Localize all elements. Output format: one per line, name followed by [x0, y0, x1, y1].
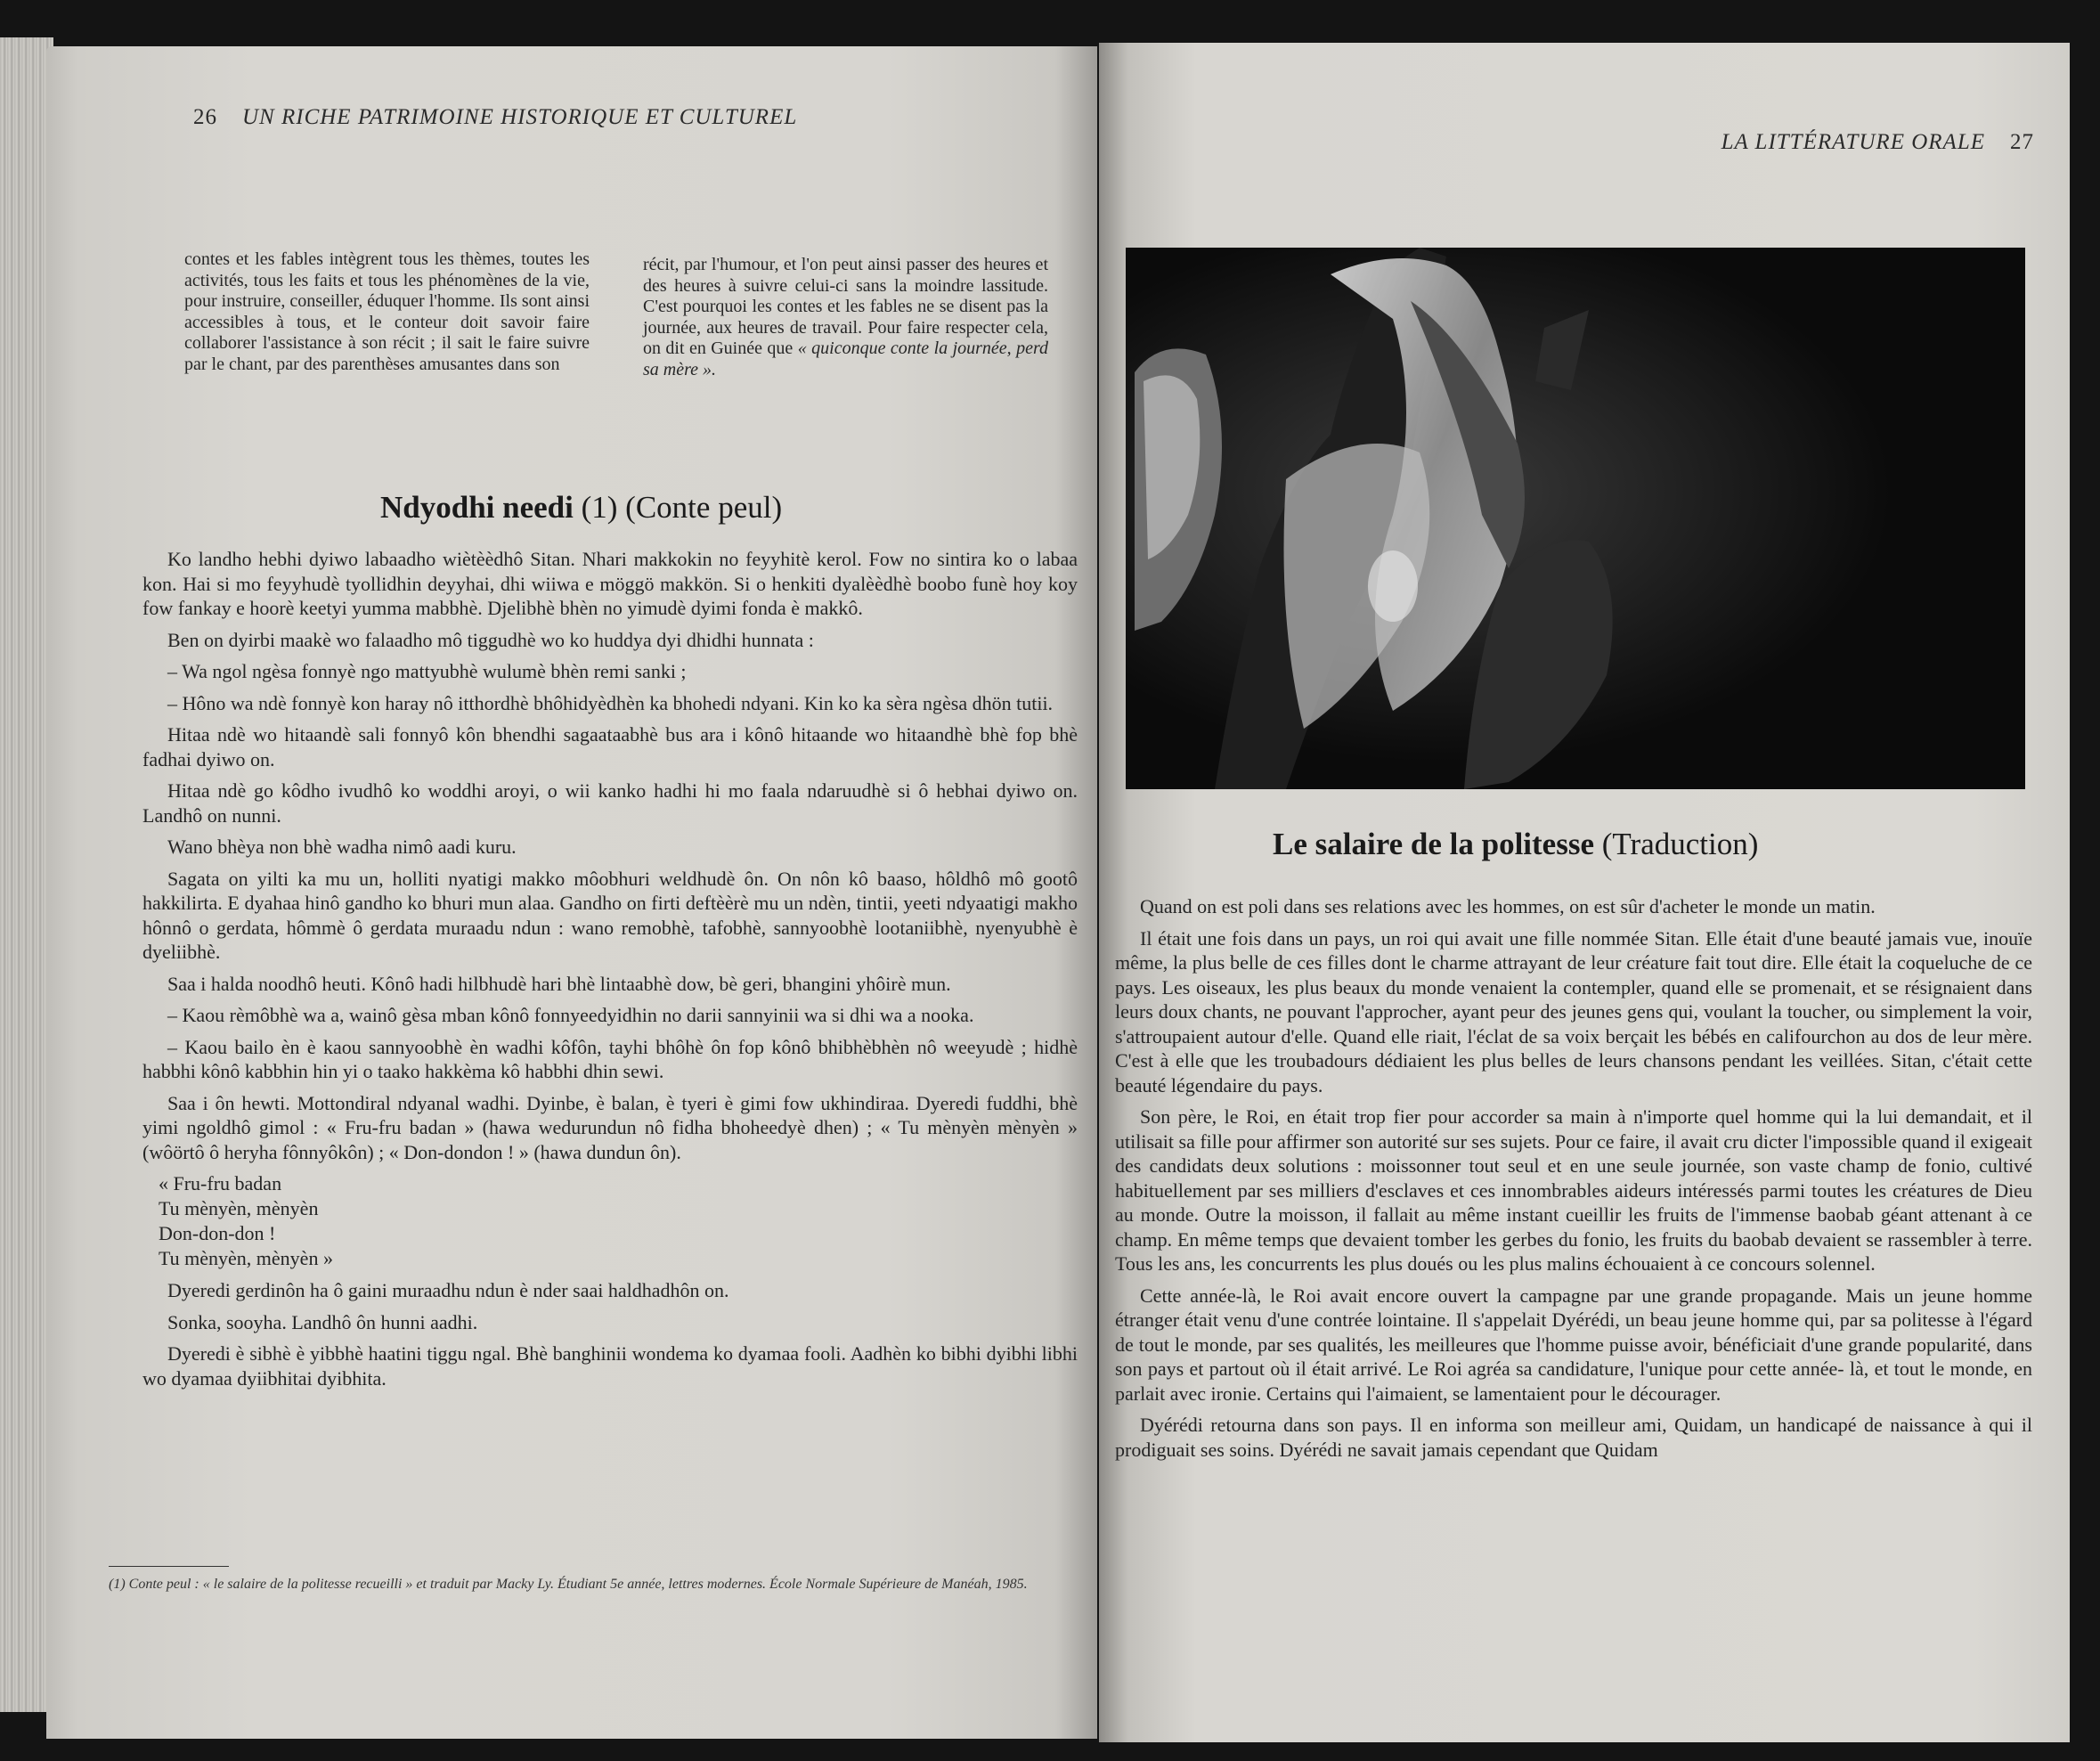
left-paragraph: Hitaa ndè wo hitaandè sali fonnyô kôn bhendhi sagaataabhè bus ara i kônô hitaande wo hitaandhè bhè fop bhè fadhai dyiwo on.	[142, 723, 1078, 770]
intro-col2-plain: récit, par l'humour, et l'on peut ainsi passer des heures et des heures à suivre celui-ci sans la moindre lassitude. C'est pourquoi les contes et les fables ne se disent pas la journée, aux heures de travail. Pour faire respecter cela, on dit en Guinée que	[643, 255, 1048, 358]
left-title	[380, 490, 782, 526]
left-page	[46, 46, 1097, 1739]
right-paragraph: Il était une fois dans un pays, un roi qui avait une fille nommée Sitan. Elle était d'une beauté jamais vue, inouïe même, la plus belle de ces filles dont le charme attrayant de leur créature fait tout dire. Elle était la coqueluche de ce pays. Les oiseaux, les plus beaux du monde venaient la contempler, quand elle se promenait, et se résignaient dans leurs doux chants, ne pouvant l'approcher, ayant peur des jeunes gens qui, voulant la toucher, ou simplement la voir, s'attroupaient autour d'elle. Quand elle riait, l'éclat de sa voix berçait les bébés en califourchon au dos de leur mère. C'est à elle que les troubadours dédiaient les plus belles de leurs chansons pendant les veillées. Sitan, c'était cette beauté légendaire du pays.	[1115, 926, 2032, 1097]
photograph	[1126, 248, 2025, 789]
left-paragraph: Wano bhèya non bhè wadha nimô aadi kuru.	[167, 836, 517, 858]
right-title-note: (Traduction)	[1601, 827, 1759, 861]
left-paragraph: Ben on dyirbi maakè wo falaadho mô tiggudhè wo ko huddya dyi dhidhi hunnata :	[167, 628, 814, 651]
right-title-bold: Le salaire de la politesse	[1273, 827, 1594, 861]
right-body-text	[1115, 894, 2032, 1469]
intro-column-2	[643, 255, 1048, 380]
left-paragraph: – Wa ngol ngèsa fonnyè ngo mattyubhè wulumè bhèn remi sanki ;	[167, 660, 687, 682]
intro-col2-text	[643, 255, 1048, 380]
left-paragraph: Dyeredi gerdinôn ha ô gaini muraadhu ndun è nder saai haldhadhôn on.	[167, 1279, 729, 1301]
song-line: Don-don-don !	[159, 1222, 276, 1244]
photograph-image	[1126, 248, 2025, 789]
footnote-rule	[109, 1566, 229, 1567]
left-paragraph: – Hôno wa ndè fonnyè kon haray nô itthordhè bhôhidyèdhèn ka bhohedi ndyani. Kin ko ka sèra ngèsa dhön tutii.	[167, 691, 1054, 714]
left-paragraph: Sonka, sooyha. Landhô ôn hunni aadhi.	[167, 1310, 478, 1333]
left-body-text	[142, 547, 1078, 1398]
left-paragraph: Ko landho hebhi dyiwo labaadho wiètèèdhô Sitan. Nhari makkokin no feyyhitè kerol. Fow no sintira ko o labaa kon. Hai si mo feyyhudè tyollidhin deyyhai, dhi wiiwa e möggö makkön. Si o henkiti dyalèèdhè boobo funè hoy koy fow fankay e hoorè keetyi yumma mabbhè. Djelibhè bhèn no yimudè dyimi fonda è makkô.	[142, 548, 1078, 619]
page-stack-edge	[0, 37, 53, 1712]
right-paragraph: Cette année-là, le Roi avait encore ouvert la campagne par une grande propagande. Mais un jeune homme étranger était venu d'une contrée lointaine. Il s'appelait Dyérédi, un beau jeune homme qui, par sa politesse à l'égard de tout le monde, par ses qualités, les meilleures que l'homme puisse avoir, bénéficiait d'une grande popularité, dans son pays et partout où il était arrivé. Le Roi agréa sa candidature, l'unique pour cette année- là, et tout le monde, en parlait avec ironie. Certains qui l'aimaient, se lamentaient pour le décourager.	[1115, 1284, 2032, 1405]
song-line: Tu mènyèn, mènyèn	[159, 1197, 319, 1219]
intro-col2-italic: « quiconque conte la journée, perd sa mère ».	[643, 338, 1048, 379]
right-paragraph: Dyérédi retourna dans son pays. Il en informa son meilleur ami, Quidam, un handicapé de naissance à qui il prodiguait ses soins. Dyérédi ne savait jamais cependant que Quidam	[1115, 1414, 2032, 1461]
song-verse	[142, 1171, 1078, 1271]
left-running-head-text: UN RICHE PATRIMOINE HISTORIQUE ET CULTUREL	[242, 105, 798, 129]
intro-column-1	[184, 249, 590, 375]
left-paragraph: Saa i halda noodhô heuti. Kônô hadi hilbhudè hari bhè lintaabhè dow, bè geri, bhangini yhôirè mun.	[167, 972, 951, 995]
left-paragraph: – Kaou rèmôbhè wa a, wainô gèsa mban kônô fonnyeedyidhin no darii sannyinii wa si dhi wa a nooka.	[167, 1004, 974, 1026]
right-page-number: 27	[2010, 130, 2034, 154]
song-line: Tu mènyèn, mènyèn »	[159, 1247, 333, 1269]
right-page	[1099, 43, 2070, 1742]
left-running-head	[193, 105, 797, 130]
song-line: « Fru-fru badan	[159, 1172, 282, 1194]
left-paragraph: Saa i ôn hewti. Mottondiral ndyanal wadhi. Dyinbe, è balan, è tyeri è gimi fow ukhindiraa. Dyeredi fuddhi, bhè yimi ngoldhô gimol : « Fru-fru badan » (hawa wedurundun nô fidha bhoheedyè dhen) ; « Tu mènyèn mènyèn » (wôörtô ô heryha fônnyôkôn) ; « Don-dondon ! » (hawa dundun ôn).	[142, 1091, 1078, 1163]
left-paragraph: Sagata on yilti ka mu un, holliti nyatigi makko môobhuri weldhudè ôn. On nôn kô baaso, hôldhô mô gootô hakkilirta. E dyahaa hinô gandho ko bhuri mun alaa. Gandho on firti deftèèrè mu un ndèn, tintii, yeeti ndyaatigi makho hônnô o gerdata, hômmè ô gerdata muraadu ndun : wano remobhè, tafobhè, sannyoobhè lootaniibhè, nyenyubhè è dyeliibhè.	[142, 867, 1078, 963]
left-paragraph: – Kaou bailo èn è kaou sannyoobhè èn wadhi kôfôn, tayhi bhôhè ôn fop kônô bhibhèbhèn nô weeyudè ; hidhè habbhi kônô kabbhin hin yi o taako hakkèma kô habbhi dhin sewi.	[142, 1035, 1078, 1082]
right-paragraph: Son père, le Roi, en était trop fier pour accorder sa main à n'importe quel homme qui la lui demandait, et il utilisait sa fille pour affirmer son autorité sur ses sujets. Pour ce faire, il avait cru dicter l'impossible quand il exigeait des candidats deux solutions : moissonner tout seul et en une seule journée, son vaste champ de fonio, cultivé habituellement par ses milliers d'esclaves et ces innombrables aideurs intéressés parmi toutes les créatures de Dieu au monde. Outre la moisson, il fallait au même instant cueillir les fruits de l'immense baobab géant attenant à ce champ. En même temps que devaient tomber les gerbes du fonio, les fruits du baobab devaient se rassembler à terre. Tous les ans, les concurrents les plus doués ou les plus malins échouaient à ce concours solennel.	[1115, 1105, 2032, 1275]
footnote: (1) Conte peul : « le salaire de la politesse recueilli » et traduit par Macky Ly. Étudiant 5e année, lettres modernes. École Normale Supérieure de Manéah, 1985.	[109, 1577, 1028, 1592]
right-paragraph: Quand on est poli dans ses relations avec les hommes, on est sûr d'acheter le monde un matin.	[1140, 895, 1876, 917]
left-paragraph: Dyeredi è sibhè è yibbhè haatini tiggu ngal. Bhè banghinii wondema ko dyamaa fooli. Aadhèn ko bibhi dyibhi libhi wo dyamaa dyiibhitai dyibhita.	[142, 1342, 1078, 1390]
left-page-number: 26	[193, 105, 217, 129]
left-paragraph: Hitaa ndè go kôdho ivudhô ko woddhi aroyi, o wii kanko hadhi hi mo faala ndaruudhè si ô hebhai dyiwo on. Landhô on nunni.	[142, 779, 1078, 827]
left-title-note: (1) (Conte peul)	[581, 490, 783, 525]
intro-col1-text: contes et les fables intègrent tous les thèmes, toutes les activités, tous les faits et tous les phénomènes de la vie, pour instruire, conseiller, éduquer l'homme. Ils sont ainsi accessibles à tous, et le conteur doit savoir faire collaborer l'assistance à son récit ; il sait le faire suivre par le chant, par des parenthèses amusantes dans son	[184, 249, 590, 374]
right-running-head	[1722, 130, 2034, 155]
right-title	[1273, 827, 1758, 862]
right-running-head-text: LA LITTÉRATURE ORALE	[1721, 130, 1985, 154]
left-title-bold: Ndyodhi needi	[380, 490, 574, 525]
